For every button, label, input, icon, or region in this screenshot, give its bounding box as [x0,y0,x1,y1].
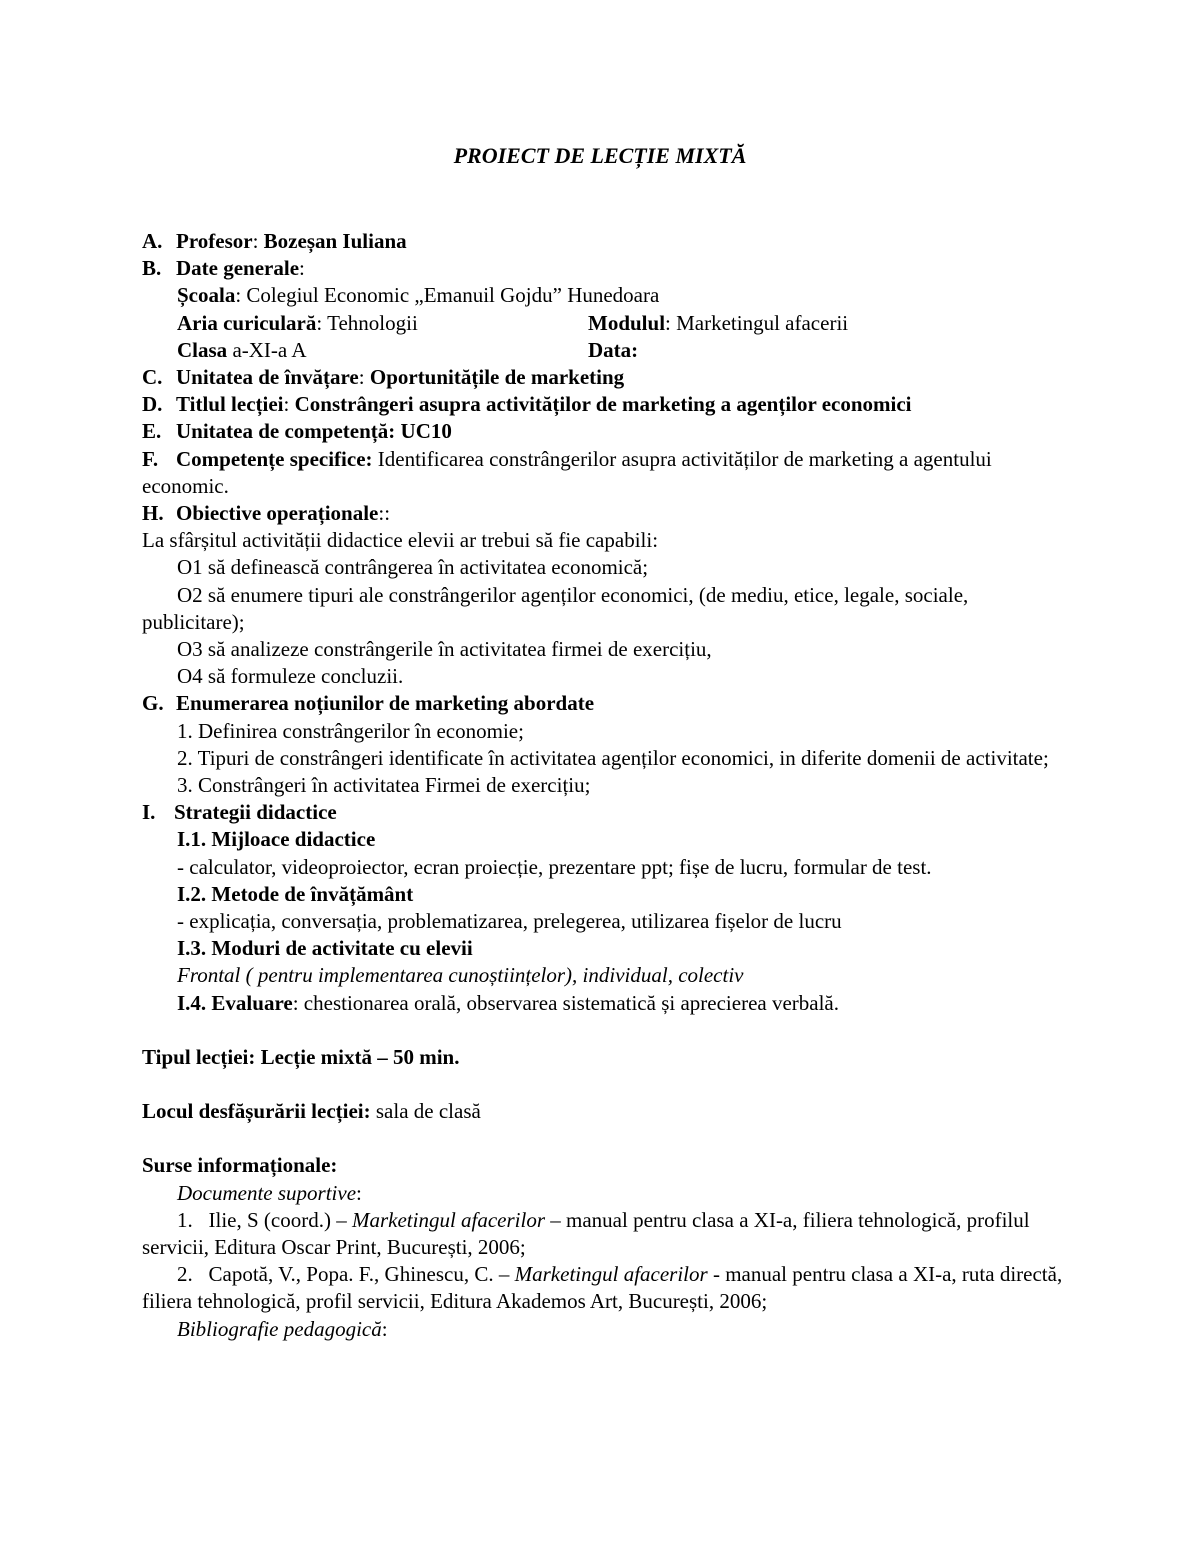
documente-suportive [142,1180,1072,1207]
reference-details: – manual pentru clasa a XI-a, filiera tehnologică, profilul servicii, Editura Oscar Print, București, 2006; [142,1207,1030,1259]
notion-item: 1. Definirea constrângerilor în economie; [177,718,524,743]
profesor-label: Profesor [176,229,253,253]
section-letter: C. [142,365,163,390]
clasa-data-line [142,337,1072,364]
section-letter: D. [142,392,163,417]
reference-title: Marketingul afacerilor [351,1207,546,1232]
reference-title: Marketingul afacerilor [514,1262,708,1287]
bibliografie-label: Bibliografie pedagogică [177,1316,382,1341]
unitate-label: Unitatea de învățare [176,365,359,390]
competente-value: Identificarea constrângerilor asupra activităților de marketing a agentului economic. [142,446,992,498]
section-d-titlul [142,391,1072,418]
objective-item: O3 să analizeze constrângerile în activitatea firmei de exercițiu, [177,637,712,662]
locul-label: Locul desfășurării lecției: [142,1099,371,1124]
reference-item [142,1207,1072,1261]
titlul-value: Constrângeri asupra activităților de marketing a agenților economici [294,392,912,417]
spacer [142,1125,1072,1152]
bibliografie-sep: : [381,1316,388,1341]
section-e-competenta [142,418,1072,445]
bibliografie-pedagogica [142,1316,1072,1343]
section-h-obiective [142,500,1072,527]
tipul-value: Lecție mixtă – 50 min. [260,1044,460,1069]
profesor-sep: : [252,229,264,253]
mijloace-value: - calculator, videoproiector, ecran proiecție, prezentare ppt; fișe de lucru, formular de test. [177,854,932,879]
documente-label: Documente suportive [177,1180,357,1205]
mijloace-label: I.1. Mijloace didactice [177,827,376,852]
moduri-value: Frontal ( pentru implementarea cunoștiințelor), individual, colectiv [177,963,744,988]
section-letter: E. [142,419,162,444]
scoala-label: Școala [177,283,236,308]
section-a-profesor [142,228,1072,255]
spacer [142,1017,1072,1044]
modulul-label: Modulul [588,310,666,335]
clasa-value: a-XI-a A [227,337,307,362]
section-letter: F. [142,446,159,471]
section-i-strategii [142,799,1072,826]
obiective-label: Obiective operaționale [176,501,379,526]
reference-authors: Capotă, V., Popa. F., Ghinescu, C. – [208,1262,515,1287]
document-body [142,228,1072,1343]
obiective-sep: :: [378,501,391,526]
notion-item: 2. Tipuri de constrângeri identificate în activitatea agenților economici, in diferite domenii de activitate; [177,745,1049,770]
competente-label: Competențe specifice: [176,446,373,471]
section-letter: B. [142,256,162,281]
notion-item: 3. Constrângeri în activitatea Firmei de exercițiu; [177,773,591,798]
document-title: PROIECT DE LECȚIE MIXTĂ [453,143,747,168]
reference-details: - manual pentru clasa a XI-a, ruta directă, filiera tehnologică, profil servicii, Editura Akademos Art, București, 2006; [142,1262,1063,1314]
profesor-value: Bozeșan Iuliana [263,229,407,253]
strategii-label: Strategii didactice [174,800,337,825]
metode-label: I.2. Metode de învățământ [177,881,414,906]
date-generale-label: Date generale [176,256,300,281]
competenta-value: UC10 [395,419,452,444]
date-generale-sep: : [299,256,305,281]
titlul-label: Titlul lecției [176,392,284,417]
section-letter: H. [142,501,164,526]
titlul-sep: : [283,392,295,417]
surse-label: Surse informaționale: [142,1153,338,1178]
section-letter: G. [142,691,164,716]
section-letter: A. [142,229,163,253]
reference-number: 2. [177,1262,193,1287]
documente-sep: : [356,1180,362,1205]
locul-value: sala de clasă [370,1099,481,1124]
tipul-label: Tipul lecției: [142,1044,261,1069]
scoala-value: : Colegiul Economic „Emanuil Gojdu” Hunedoara [235,283,660,308]
data-label: Data: [588,337,639,362]
evaluare-line [142,990,1072,1017]
aria-modul-line [142,310,1072,337]
modulul-value: : Marketingul afacerii [665,310,849,335]
unitate-value: Oportunitățile de marketing [369,365,625,390]
objective-item: O2 să enumere tipuri ale constrângerilor agenților economici, (de mediu, etice, legale, sociale, publicitare); [142,582,969,634]
modulul-field [588,310,848,337]
objective-item: O4 să formuleze concluzii. [177,664,404,689]
evaluare-label: I.4. Evaluare [177,990,293,1015]
section-letter: I. [142,800,156,825]
evaluare-value: : chestionarea orală, observarea sistematică și aprecierea verbală. [292,990,839,1015]
reference-number: 1. [177,1207,193,1232]
tipul-lectiei [142,1044,1072,1071]
competenta-label: Unitatea de competență: [176,419,396,444]
locul-lectiei [142,1098,1072,1125]
section-b-date-generale [142,255,1072,282]
aria-value: : Tehnologii [316,310,418,335]
moduri-label: I.3. Moduri de activitate cu elevii [177,936,473,961]
obiective-intro: La sfârșitul activității didactice elevii ar trebui să fie capabili: [142,528,659,553]
spacer [142,1071,1072,1098]
section-c-unitate [142,364,1072,391]
scoala-line [142,282,1072,309]
reference-item [142,1261,1072,1315]
objective-item: O1 să definească contrângerea în activitatea economică; [177,555,649,580]
unitate-sep: : [358,365,370,390]
reference-authors: Ilie, S (coord.) – [208,1207,352,1232]
metode-value: - explicația, conversația, problematizarea, prelegerea, utilizarea fișelor de lucru [177,909,842,934]
section-g-notiuni [142,690,1072,717]
clasa-label: Clasa [177,337,228,362]
section-f-competente [142,446,1072,500]
notiuni-label: Enumerarea noțiunilor de marketing abordate [176,691,595,716]
aria-label: Aria curiculară [177,310,317,335]
